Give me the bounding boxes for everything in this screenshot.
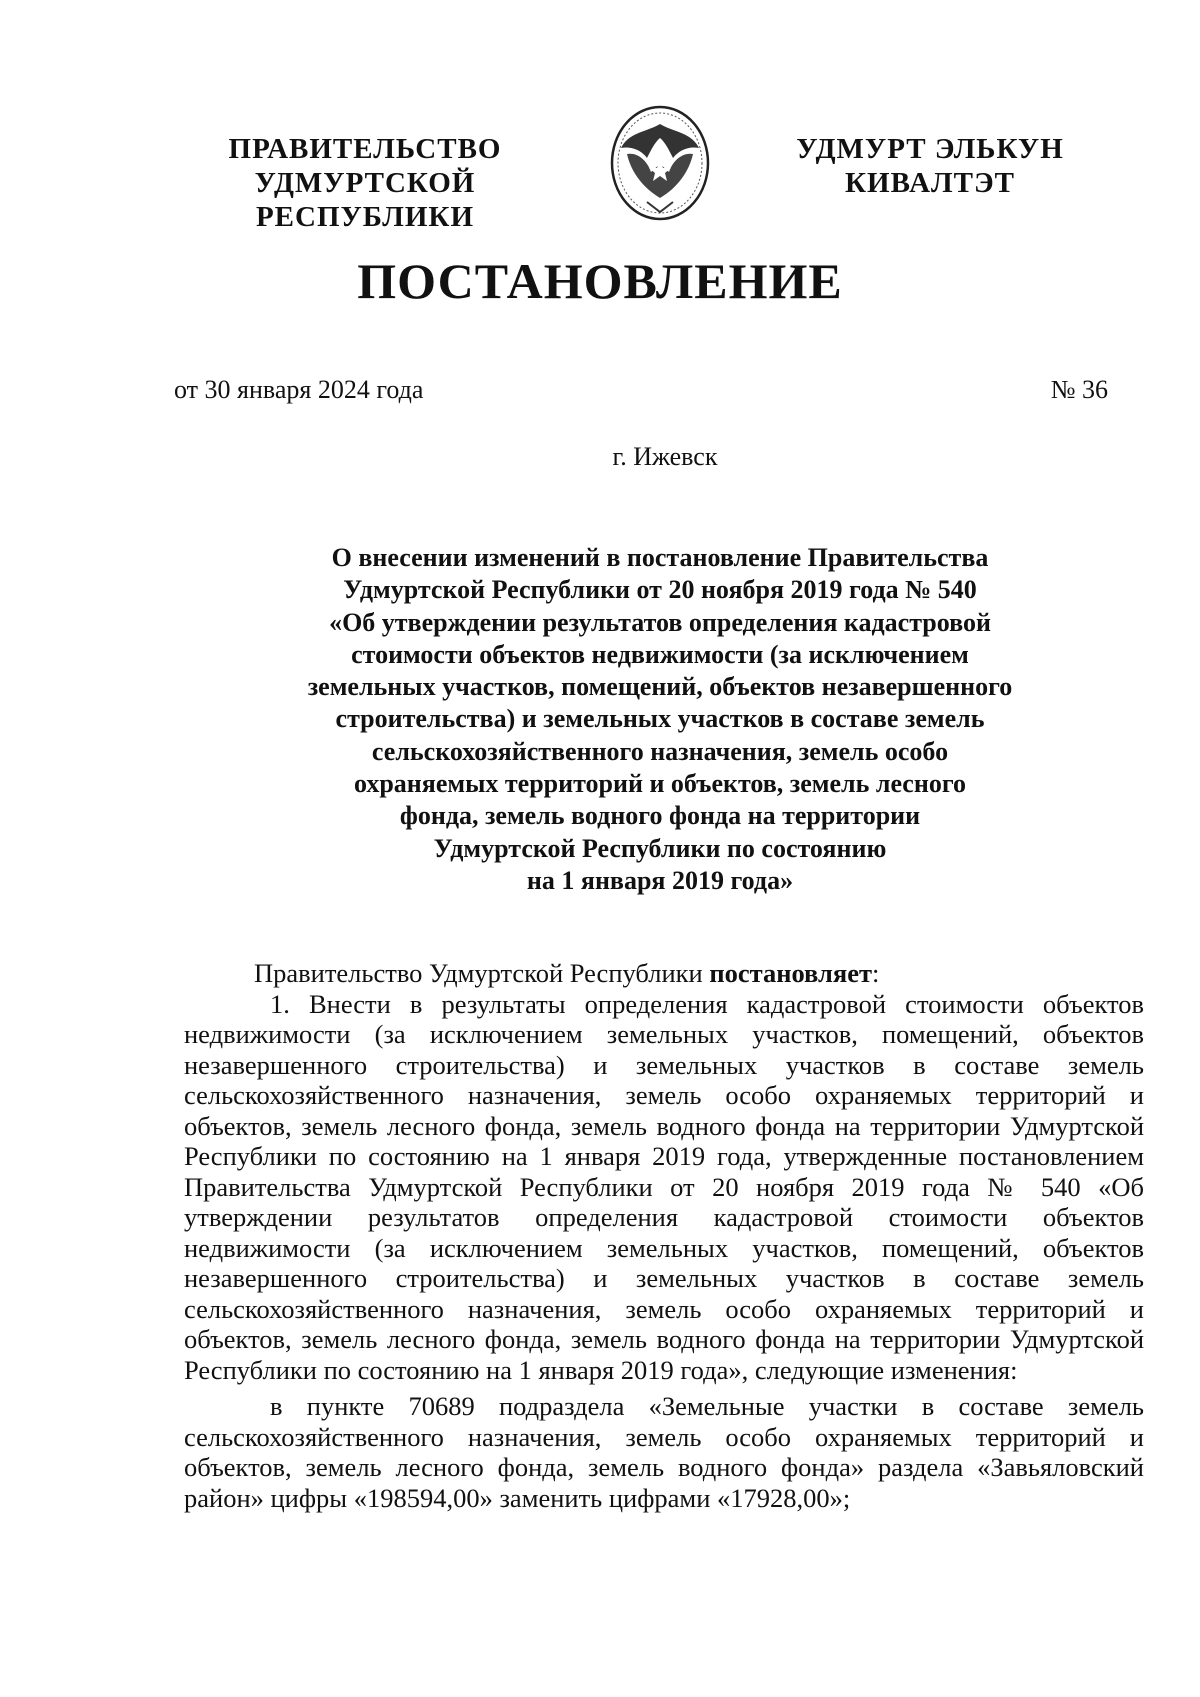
title-line: Удмуртской Республики от 20 ноября 2019 года № 540	[343, 575, 977, 605]
title-line: сельскохозяйственного назначения, земель особо	[371, 736, 949, 766]
org-name-udmurt-line2: КИВАЛТЭТ	[844, 167, 1015, 199]
paragraph-1: 1. Внести в результаты определения кадастровой стоимости объектов недвижимости (за исключением земельных участков, помещений, объектов незавершенного строительства) и земельных участков в составе земель сельскохозяйственного назначения, земель особо охраняемых территорий и объектов, земель лесного фонда, земель водного фонда на территории Удмуртской Республики по состоянию на 1 января 2019 года, утвержденные постановлением Правительства Удмуртской Республики от 20 ноября 2019 года № 540 «Об утверждении результатов определения кадастровой стоимости объектов недвижимости (за исключением земельных участков, помещений, объектов незавершенного строительства) и земельных участков в составе земель сельскохозяйственного назначения, земель особо охраняемых территорий и объектов, земель лесного фонда, земель водного фонда на территории Удмуртской Республики по состоянию на 1 января 2019 года», следующие изменения:	[184, 988, 1144, 1385]
document-title	[260, 542, 1060, 897]
org-name-russian-line1: ПРАВИТЕЛЬСТВО	[228, 133, 502, 165]
title-line: О внесении изменений в постановление Правительства	[331, 543, 989, 572]
coat-of-arms-emblem	[607, 102, 713, 224]
paragraph-2: в пункте 70689 подраздела «Земельные участки в составе земель сельскохозяйственного назначения, земель особо охраняемых территорий и объектов, земель лесного фонда, земель водного фонда» раздела «Завьяловский район» цифры «198594,00» заменить цифрами «17928,00»;	[184, 1391, 1144, 1513]
document-number: № 36	[1050, 375, 1108, 404]
preamble	[184, 958, 1144, 989]
title-line: строительства) и земельных участков в составе земель	[335, 704, 985, 734]
title-line: «Об утверждении результатов определения кадастровой	[329, 607, 991, 637]
document-type-heading: ПОСТАНОВЛЕНИЕ	[357, 253, 843, 309]
title-line: на 1 января 2019 года»	[526, 865, 794, 895]
title-line: земельных участков, помещений, объектов незавершенного	[307, 672, 1013, 702]
org-name-russian	[150, 132, 580, 234]
title-line: Удмуртской Республики по состоянию	[433, 833, 887, 863]
preamble-text: Правительство Удмуртской Республики	[254, 958, 710, 988]
document-date: от 30 января 2024 года	[174, 375, 424, 404]
title-line: охраняемых территорий и объектов, земель лесного	[353, 769, 966, 799]
title-line: стоимости объектов недвижимости (за исключением	[351, 639, 969, 669]
preamble-verb: постановляет	[709, 958, 873, 988]
org-name-udmurt	[790, 132, 1070, 200]
document-body	[184, 958, 1144, 1513]
preamble-colon: :	[872, 958, 880, 988]
org-name-russian-line2: УДМУРТСКОЙ РЕСПУБЛИКИ	[254, 167, 476, 233]
document-city: г. Ижевск	[612, 442, 718, 471]
org-name-udmurt-line1: УДМУРТ ЭЛЬКУН	[796, 133, 1064, 165]
title-line: фонда, земель водного фонда на территории	[399, 801, 921, 831]
